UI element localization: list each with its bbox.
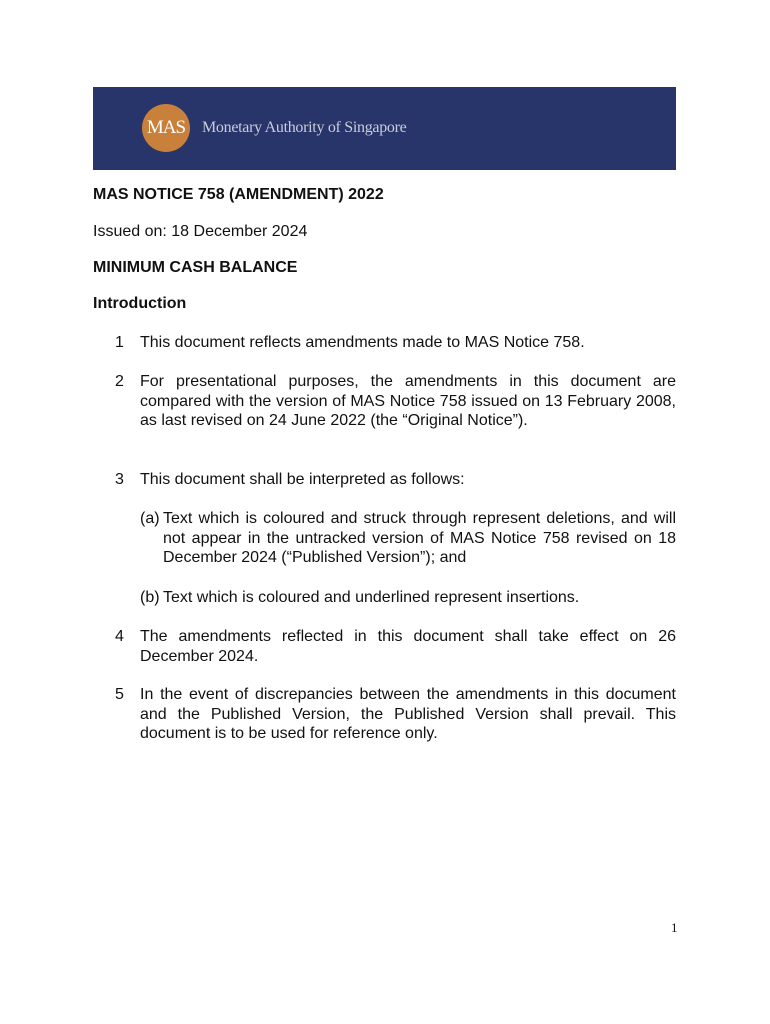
paragraph-text: For presentational purposes, the amendments in this document are compared with the version of MAS Notice 758 issued on 13 February 2008, as last revised on 24 June 2022 (the “Original Notice”). bbox=[140, 373, 676, 429]
paragraph-text: In the event of discrepancies between the amendments in this document and the Published Version, the Published Version shall prevail. This document is to be used for reference only. bbox=[140, 686, 676, 742]
paragraph-number: 5 bbox=[115, 686, 124, 703]
document-subject: MINIMUM CASH BALANCE bbox=[93, 259, 298, 276]
paragraph-number: 1 bbox=[115, 334, 124, 351]
section-heading: Introduction bbox=[93, 295, 187, 312]
page-number: 1 bbox=[671, 920, 678, 935]
paragraph-text: The amendments reflected in this document shall take effect on 26 December 2024. bbox=[140, 628, 676, 665]
paragraph-text: This document shall be interpreted as follows: bbox=[140, 471, 465, 488]
subitem-label: (a) bbox=[140, 510, 160, 527]
paragraph-1 bbox=[115, 333, 676, 353]
paragraph-number: 3 bbox=[115, 471, 124, 488]
subitem-b bbox=[140, 588, 676, 608]
paragraph-number: 2 bbox=[115, 373, 124, 390]
paragraph-4 bbox=[115, 627, 676, 666]
subitem-text: Text which is coloured and underlined represent insertions. bbox=[163, 589, 580, 606]
paragraph-number: 4 bbox=[115, 628, 124, 645]
header-banner bbox=[93, 87, 676, 170]
logo-mark: MAS bbox=[146, 117, 186, 138]
paragraph-2 bbox=[115, 372, 676, 431]
subitem-a bbox=[140, 509, 676, 568]
mas-logo-icon bbox=[142, 104, 190, 152]
paragraph-text: This document reflects amendments made to MAS Notice 758. bbox=[140, 334, 585, 351]
paragraph-5 bbox=[115, 685, 676, 744]
subitem-text: Text which is coloured and struck through represent deletions, and will not appear in the untracked version of MAS Notice 758 revised on 18 December 2024 (“Published Version”); and bbox=[163, 510, 676, 566]
document-title: MAS NOTICE 758 (AMENDMENT) 2022 bbox=[93, 186, 384, 203]
paragraph-3 bbox=[115, 470, 676, 490]
logo-text: Monetary Authority of Singapore bbox=[202, 119, 407, 136]
subitem-label: (b) bbox=[140, 589, 160, 606]
issued-date: Issued on: 18 December 2024 bbox=[93, 223, 308, 240]
